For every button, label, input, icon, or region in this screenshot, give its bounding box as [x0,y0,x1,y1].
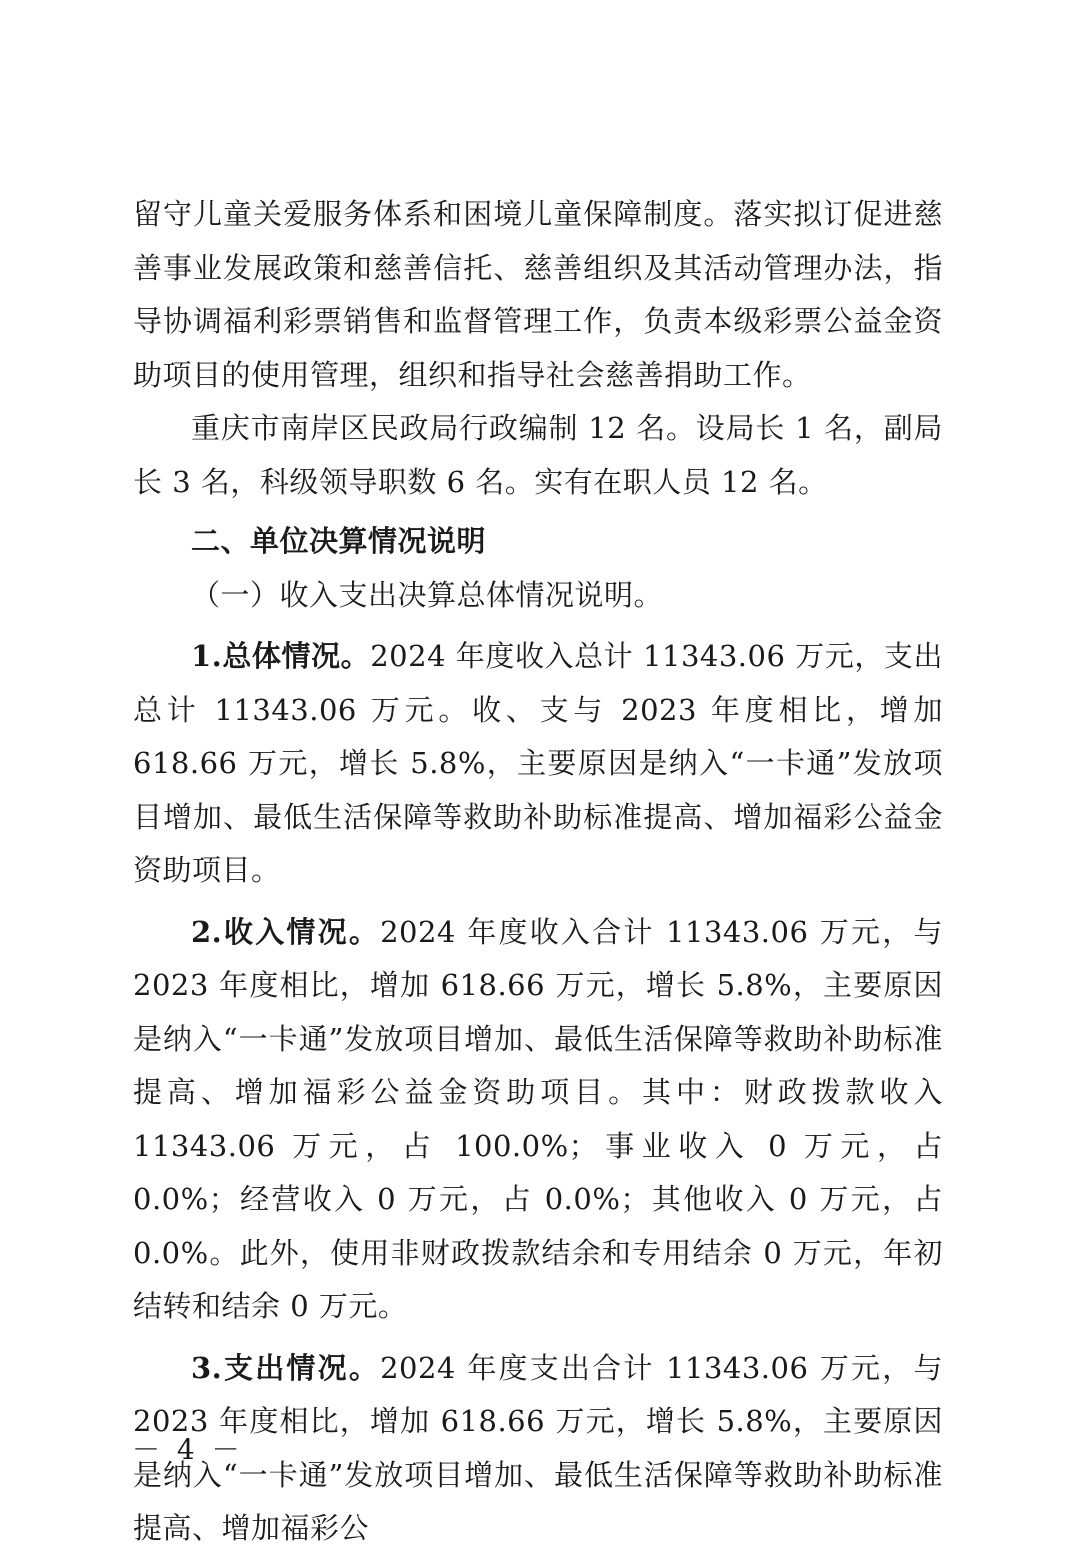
paragraph-staffing: 重庆市南岸区民政局行政编制 12 名。设局长 1 名，副局长 3 名，科级领导职数 6 名。实有在职人员 12 名。 [133,411,943,499]
expenditure-lead: 3.支出情况。 [191,1350,381,1385]
paragraph-duties: 留守儿童关爱服务体系和困境儿童保障制度。落实拟订促进慈善事业发展政策和慈善信托、慈善组织及其活动管理办法，指导协调福利彩票销售和监督管理工作，负责本级彩票公益金资助项目的使用管理，组织和指导社会慈善捐助工作。 [133,197,943,392]
income-lead: 2.收入情况。 [191,914,381,949]
paragraph-expenditure [133,1342,943,1556]
overall-body: 2024 年度收入总计 11343.06 万元，支出总计 11343.06 万元。收、支与 2023 年度相比，增加 618.66 万元，增长 5.8%，主要原因是纳入“一卡通”发放项目增加、最低生活保障等救助补助标准提高、增加福彩公益金资助项目。 [133,639,943,887]
document-body [133,188,943,1556]
subsection-heading: （一）收入支出决算总体情况说明。 [191,577,664,612]
paragraph-income [133,906,943,1334]
income-body: 2024 年度收入合计 11343.06 万元，与 2023 年度相比，增加 618.66 万元，增长 5.8%，主要原因是纳入“一卡通”发放项目增加、最低生活保障等救助补助标准提高、增加福彩公益金资助项目。其中：财政拨款收入 11343.06 万元，占 100.0%；事业收入 0 万元，占 0.0%；经营收入 0 万元，占 0.0%；其他收入 0 万元，占 0.0%。此外，使用非财政拨款结余和专用结余 0 万元，年初结转和结余 0 万元。 [133,914,943,1323]
expenditure-body: 2024 年度支出合计 11343.06 万元，与 2023 年度相比，增加 618.66 万元，增长 5.8%，主要原因是纳入“一卡通”发放项目增加、最低生活保障等救助补助标准提高、增加福彩公 [133,1350,943,1545]
section-heading: 二、单位决算情况说明 [191,524,487,558]
overall-lead: 1.总体情况。 [191,639,371,673]
page-number: － 4 － [132,1433,244,1466]
paragraph-overall [133,630,943,898]
